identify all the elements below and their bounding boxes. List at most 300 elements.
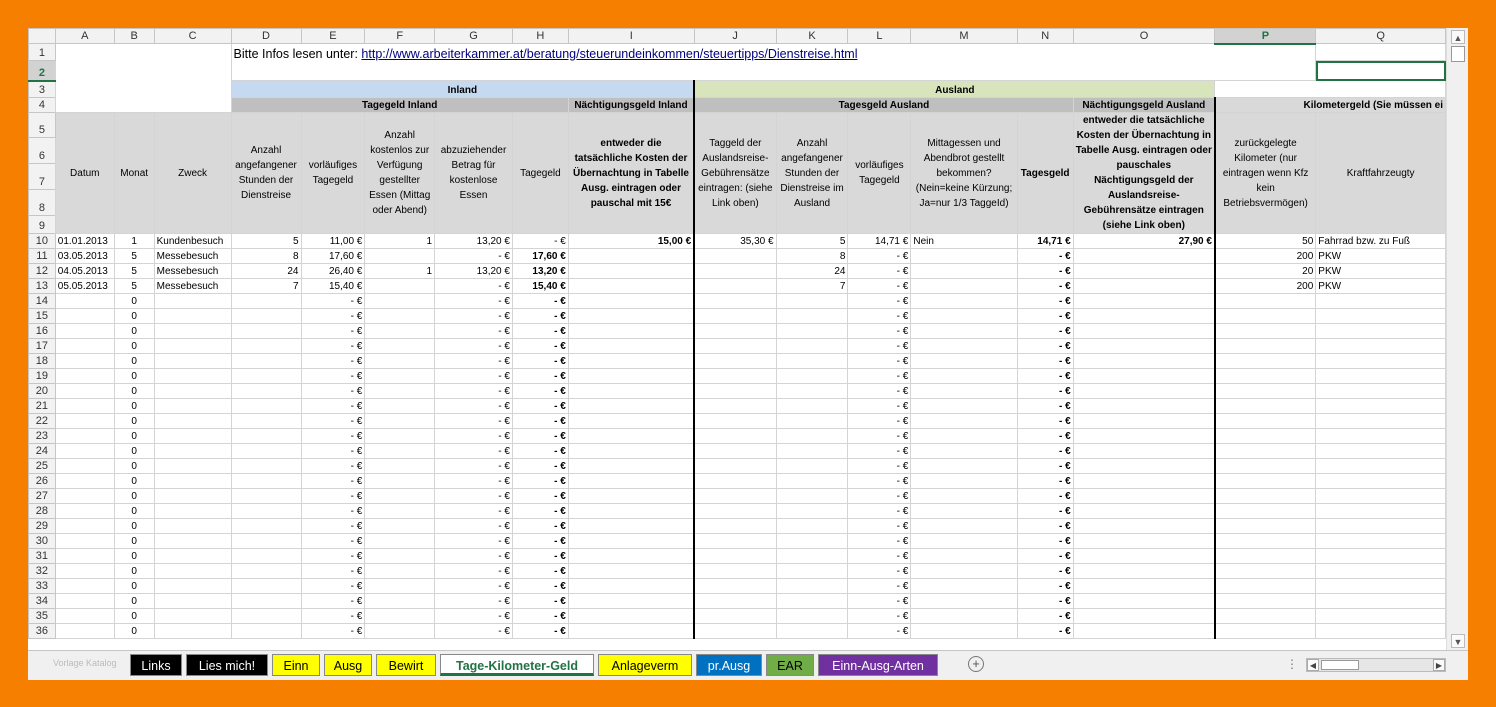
row-header-13[interactable]: 13 bbox=[29, 279, 56, 294]
cell-h[interactable]: - € bbox=[512, 234, 568, 249]
cell-q[interactable] bbox=[1316, 549, 1446, 564]
cell-o[interactable] bbox=[1073, 279, 1215, 294]
cell-g[interactable]: - € bbox=[435, 474, 513, 489]
cell-e[interactable]: - € bbox=[301, 339, 365, 354]
cell-p[interactable] bbox=[1215, 444, 1316, 459]
sheet-tab-bewirt[interactable]: Bewirt bbox=[376, 654, 436, 676]
cell-o[interactable] bbox=[1073, 369, 1215, 384]
cell-i[interactable] bbox=[568, 624, 694, 639]
cell-b[interactable]: 1 bbox=[114, 234, 154, 249]
cell-e[interactable]: - € bbox=[301, 549, 365, 564]
cell-q[interactable]: PKW bbox=[1316, 249, 1446, 264]
vertical-scrollbar[interactable] bbox=[1446, 28, 1468, 650]
cell-d[interactable] bbox=[231, 339, 301, 354]
cell-p[interactable] bbox=[1215, 339, 1316, 354]
cell-g[interactable]: - € bbox=[435, 564, 513, 579]
cell-n[interactable]: - € bbox=[1017, 294, 1073, 309]
cell-b[interactable]: 0 bbox=[114, 429, 154, 444]
cell-p[interactable] bbox=[1215, 579, 1316, 594]
cell-m[interactable] bbox=[911, 534, 1017, 549]
scroll-thumb[interactable] bbox=[1451, 46, 1465, 62]
cell-h[interactable]: - € bbox=[512, 309, 568, 324]
cell-h[interactable]: - € bbox=[512, 594, 568, 609]
cell-f[interactable] bbox=[365, 429, 435, 444]
cell-q[interactable] bbox=[1316, 369, 1446, 384]
cell-o[interactable] bbox=[1073, 489, 1215, 504]
cell-e[interactable]: - € bbox=[301, 459, 365, 474]
cell-k[interactable] bbox=[776, 324, 848, 339]
row-header-25[interactable]: 25 bbox=[29, 459, 56, 474]
row-header-32[interactable]: 32 bbox=[29, 564, 56, 579]
cell-p[interactable] bbox=[1215, 384, 1316, 399]
cell-k[interactable] bbox=[776, 444, 848, 459]
cell-m[interactable] bbox=[911, 624, 1017, 639]
cell-g[interactable]: - € bbox=[435, 249, 513, 264]
cell-a[interactable] bbox=[55, 429, 114, 444]
row-header-35[interactable]: 35 bbox=[29, 609, 56, 624]
cell-q[interactable]: PKW bbox=[1316, 264, 1446, 279]
cell-d[interactable] bbox=[231, 309, 301, 324]
cell-i[interactable] bbox=[568, 369, 694, 384]
cell-i[interactable] bbox=[568, 324, 694, 339]
cell-g[interactable]: - € bbox=[435, 519, 513, 534]
cell-k[interactable] bbox=[776, 309, 848, 324]
row-header-3[interactable]: 3 bbox=[29, 81, 56, 98]
cell-j[interactable] bbox=[694, 564, 776, 579]
cell-l[interactable]: - € bbox=[848, 459, 911, 474]
cell-p[interactable] bbox=[1215, 369, 1316, 384]
cell-k[interactable] bbox=[776, 399, 848, 414]
cell-n[interactable]: - € bbox=[1017, 624, 1073, 639]
cell-c[interactable] bbox=[154, 489, 231, 504]
cell-a[interactable] bbox=[55, 384, 114, 399]
cell-i[interactable] bbox=[568, 534, 694, 549]
cell-i[interactable] bbox=[568, 249, 694, 264]
cell-f[interactable] bbox=[365, 249, 435, 264]
cell-b[interactable]: 0 bbox=[114, 369, 154, 384]
cell-k[interactable] bbox=[776, 579, 848, 594]
cell-h[interactable]: - € bbox=[512, 489, 568, 504]
cell-n[interactable]: - € bbox=[1017, 339, 1073, 354]
cell-g[interactable]: - € bbox=[435, 609, 513, 624]
sheet-tab-einn[interactable]: Einn bbox=[272, 654, 320, 676]
cell-i[interactable] bbox=[568, 519, 694, 534]
cell-c[interactable] bbox=[154, 294, 231, 309]
sheet-tab-einn-ausg-arten[interactable]: Einn-Ausg-Arten bbox=[818, 654, 938, 676]
cell-c[interactable] bbox=[154, 549, 231, 564]
cell-d[interactable] bbox=[231, 384, 301, 399]
cell-o[interactable] bbox=[1073, 534, 1215, 549]
column-header-f[interactable]: F bbox=[365, 29, 435, 44]
cell-h[interactable]: - € bbox=[512, 534, 568, 549]
cell-p[interactable]: 20 bbox=[1215, 264, 1316, 279]
cell-l[interactable]: 14,71 € bbox=[848, 234, 911, 249]
cell-l[interactable]: - € bbox=[848, 324, 911, 339]
cell-h[interactable]: - € bbox=[512, 384, 568, 399]
column-header-h[interactable]: H bbox=[512, 29, 568, 44]
cell-o[interactable] bbox=[1073, 624, 1215, 639]
cell-j[interactable] bbox=[694, 324, 776, 339]
cell-m[interactable] bbox=[911, 609, 1017, 624]
cell-i[interactable]: 15,00 € bbox=[568, 234, 694, 249]
cell-c[interactable] bbox=[154, 369, 231, 384]
cell-i[interactable] bbox=[568, 309, 694, 324]
cell-n[interactable]: - € bbox=[1017, 384, 1073, 399]
cell-o[interactable] bbox=[1073, 264, 1215, 279]
info-link[interactable]: http://www.arbeiterkammer.at/beratung/steuerundeinkommen/steuertipps/Dienstreise.html bbox=[361, 46, 858, 61]
cell-h[interactable]: - € bbox=[512, 399, 568, 414]
row-header-19[interactable]: 19 bbox=[29, 369, 56, 384]
cell-g[interactable]: - € bbox=[435, 594, 513, 609]
cell-p[interactable] bbox=[1215, 504, 1316, 519]
cell-o[interactable] bbox=[1073, 564, 1215, 579]
cell-f[interactable]: 1 bbox=[365, 264, 435, 279]
cell-a[interactable] bbox=[55, 594, 114, 609]
cell-p[interactable] bbox=[1215, 459, 1316, 474]
cell-n[interactable]: - € bbox=[1017, 414, 1073, 429]
column-header-e[interactable]: E bbox=[301, 29, 365, 44]
sheet-tab-tage-kilometer-geld[interactable]: Tage-Kilometer-Geld bbox=[440, 654, 594, 676]
cell-f[interactable] bbox=[365, 549, 435, 564]
cell-q[interactable] bbox=[1316, 339, 1446, 354]
cell-c[interactable] bbox=[154, 339, 231, 354]
row-header-12[interactable]: 12 bbox=[29, 264, 56, 279]
cell-p[interactable]: 50 bbox=[1215, 234, 1316, 249]
row-header-27[interactable]: 27 bbox=[29, 489, 56, 504]
cell-l[interactable]: - € bbox=[848, 249, 911, 264]
cell-h[interactable]: - € bbox=[512, 324, 568, 339]
cell-f[interactable] bbox=[365, 564, 435, 579]
row-header-18[interactable]: 18 bbox=[29, 354, 56, 369]
cell-a[interactable] bbox=[55, 534, 114, 549]
cell-n[interactable]: - € bbox=[1017, 489, 1073, 504]
cell-b[interactable]: 0 bbox=[114, 519, 154, 534]
cell-j[interactable] bbox=[694, 459, 776, 474]
cell-a[interactable]: 05.05.2013 bbox=[55, 279, 114, 294]
cell-l[interactable]: - € bbox=[848, 579, 911, 594]
row-header-6[interactable]: 6 bbox=[29, 138, 56, 164]
row-header-9[interactable]: 9 bbox=[29, 216, 56, 234]
cell-c[interactable] bbox=[154, 309, 231, 324]
row-header-22[interactable]: 22 bbox=[29, 414, 56, 429]
cell-i[interactable] bbox=[568, 579, 694, 594]
cell-b[interactable]: 0 bbox=[114, 624, 154, 639]
cell-l[interactable]: - € bbox=[848, 594, 911, 609]
cell-b[interactable]: 0 bbox=[114, 339, 154, 354]
column-header-q[interactable]: Q bbox=[1316, 29, 1446, 44]
cell-i[interactable] bbox=[568, 339, 694, 354]
cell-d[interactable] bbox=[231, 429, 301, 444]
cell-p[interactable] bbox=[1215, 594, 1316, 609]
cell-f[interactable] bbox=[365, 414, 435, 429]
cell-b[interactable]: 0 bbox=[114, 579, 154, 594]
sheet-tab-pr-ausg[interactable]: pr.Ausg bbox=[696, 654, 762, 676]
cell-h[interactable]: - € bbox=[512, 609, 568, 624]
cell-j[interactable] bbox=[694, 384, 776, 399]
cell-e[interactable]: 11,00 € bbox=[301, 234, 365, 249]
cell-c[interactable] bbox=[154, 444, 231, 459]
cell-i[interactable] bbox=[568, 444, 694, 459]
cell-g[interactable]: - € bbox=[435, 459, 513, 474]
cell-j[interactable] bbox=[694, 414, 776, 429]
cell-c[interactable]: Messebesuch bbox=[154, 249, 231, 264]
cell-k[interactable] bbox=[776, 564, 848, 579]
cell-m[interactable] bbox=[911, 489, 1017, 504]
sheet-tab-anlageverm[interactable]: Anlageverm bbox=[598, 654, 692, 676]
cell-c[interactable] bbox=[154, 459, 231, 474]
cell-a[interactable]: 04.05.2013 bbox=[55, 264, 114, 279]
cell-o[interactable] bbox=[1073, 519, 1215, 534]
cell-a[interactable] bbox=[55, 474, 114, 489]
cell-k[interactable] bbox=[776, 504, 848, 519]
cell-m[interactable] bbox=[911, 294, 1017, 309]
cell-o[interactable] bbox=[1073, 324, 1215, 339]
cell-m[interactable] bbox=[911, 324, 1017, 339]
row-header-17[interactable]: 17 bbox=[29, 339, 56, 354]
cell-i[interactable] bbox=[568, 294, 694, 309]
column-header-n[interactable]: N bbox=[1017, 29, 1073, 44]
cell-a[interactable] bbox=[55, 609, 114, 624]
cell-g[interactable]: - € bbox=[435, 444, 513, 459]
cell-h[interactable]: - € bbox=[512, 414, 568, 429]
cell-q[interactable]: Fahrrad bzw. zu Fuß bbox=[1316, 234, 1446, 249]
cell-n[interactable]: - € bbox=[1017, 324, 1073, 339]
cell-n[interactable]: - € bbox=[1017, 444, 1073, 459]
cell-m[interactable] bbox=[911, 339, 1017, 354]
cell-i[interactable] bbox=[568, 279, 694, 294]
cell-q[interactable] bbox=[1316, 414, 1446, 429]
cell-j[interactable] bbox=[694, 399, 776, 414]
row-header-10[interactable]: 10 bbox=[29, 234, 56, 249]
cell-n[interactable]: - € bbox=[1017, 309, 1073, 324]
cell-a[interactable] bbox=[55, 519, 114, 534]
cell-a[interactable] bbox=[55, 324, 114, 339]
cell-m[interactable] bbox=[911, 594, 1017, 609]
cell-l[interactable]: - € bbox=[848, 564, 911, 579]
cell-o[interactable]: 27,90 € bbox=[1073, 234, 1215, 249]
cell-a[interactable] bbox=[55, 549, 114, 564]
column-header-d[interactable]: D bbox=[231, 29, 301, 44]
cell-d[interactable]: 8 bbox=[231, 249, 301, 264]
row-header-34[interactable]: 34 bbox=[29, 594, 56, 609]
cell-f[interactable] bbox=[365, 489, 435, 504]
cell-q[interactable] bbox=[1316, 429, 1446, 444]
cell-d[interactable] bbox=[231, 624, 301, 639]
cell-l[interactable]: - € bbox=[848, 519, 911, 534]
cell-o[interactable] bbox=[1073, 459, 1215, 474]
cell-h[interactable]: - € bbox=[512, 474, 568, 489]
cell-m[interactable] bbox=[911, 264, 1017, 279]
cell-n[interactable]: - € bbox=[1017, 249, 1073, 264]
cell-l[interactable]: - € bbox=[848, 549, 911, 564]
cell-j[interactable] bbox=[694, 474, 776, 489]
cell-c[interactable] bbox=[154, 354, 231, 369]
cell-m[interactable] bbox=[911, 564, 1017, 579]
cell-q[interactable] bbox=[1316, 564, 1446, 579]
cell-g[interactable]: - € bbox=[435, 384, 513, 399]
cell-g[interactable]: - € bbox=[435, 579, 513, 594]
cell-q[interactable] bbox=[1316, 624, 1446, 639]
cell-d[interactable] bbox=[231, 354, 301, 369]
cell-c[interactable]: Messebesuch bbox=[154, 279, 231, 294]
cell-e[interactable]: 15,40 € bbox=[301, 279, 365, 294]
cell-j[interactable] bbox=[694, 249, 776, 264]
cell-c[interactable] bbox=[154, 474, 231, 489]
cell-h[interactable]: 15,40 € bbox=[512, 279, 568, 294]
cell-d[interactable]: 5 bbox=[231, 234, 301, 249]
sheet-tab-ausg[interactable]: Ausg bbox=[324, 654, 372, 676]
cell-n[interactable]: - € bbox=[1017, 474, 1073, 489]
cell-e[interactable]: - € bbox=[301, 474, 365, 489]
column-header-g[interactable]: G bbox=[435, 29, 513, 44]
cell-k[interactable] bbox=[776, 369, 848, 384]
cell-g[interactable]: - € bbox=[435, 549, 513, 564]
cell-d[interactable] bbox=[231, 414, 301, 429]
cell-j[interactable] bbox=[694, 339, 776, 354]
cell-k[interactable]: 24 bbox=[776, 264, 848, 279]
cell-o[interactable] bbox=[1073, 249, 1215, 264]
cell-c[interactable] bbox=[154, 564, 231, 579]
cell-d[interactable]: 7 bbox=[231, 279, 301, 294]
cell-l[interactable]: - € bbox=[848, 339, 911, 354]
cell-a[interactable] bbox=[55, 369, 114, 384]
row-header-15[interactable]: 15 bbox=[29, 309, 56, 324]
cell-p[interactable] bbox=[1215, 609, 1316, 624]
cell-k[interactable]: 7 bbox=[776, 279, 848, 294]
cell-d[interactable] bbox=[231, 579, 301, 594]
cell-o[interactable] bbox=[1073, 384, 1215, 399]
cell-l[interactable]: - € bbox=[848, 264, 911, 279]
cell-c[interactable] bbox=[154, 504, 231, 519]
cell-k[interactable]: 5 bbox=[776, 234, 848, 249]
cell-d[interactable]: 24 bbox=[231, 264, 301, 279]
cell-d[interactable] bbox=[231, 519, 301, 534]
cell-e[interactable]: - € bbox=[301, 324, 365, 339]
cell-h[interactable]: - € bbox=[512, 444, 568, 459]
cell-p[interactable] bbox=[1215, 549, 1316, 564]
cell-c[interactable] bbox=[154, 384, 231, 399]
cell-d[interactable] bbox=[231, 609, 301, 624]
cell-q[interactable] bbox=[1316, 504, 1446, 519]
cell-e[interactable]: - € bbox=[301, 399, 365, 414]
scroll-left-icon[interactable]: ◀ bbox=[1307, 659, 1319, 671]
cell-g[interactable]: 13,20 € bbox=[435, 264, 513, 279]
column-header-k[interactable]: K bbox=[776, 29, 848, 44]
cell-e[interactable]: - € bbox=[301, 609, 365, 624]
cell-d[interactable] bbox=[231, 294, 301, 309]
cell-h[interactable]: - € bbox=[512, 549, 568, 564]
cell-n[interactable]: - € bbox=[1017, 369, 1073, 384]
cell-e[interactable]: - € bbox=[301, 504, 365, 519]
cell-j[interactable] bbox=[694, 609, 776, 624]
cell-q[interactable]: PKW bbox=[1316, 279, 1446, 294]
cell-a[interactable] bbox=[55, 444, 114, 459]
cell-b[interactable]: 5 bbox=[114, 249, 154, 264]
cell-a[interactable]: 01.01.2013 bbox=[55, 234, 114, 249]
cell-m[interactable] bbox=[911, 474, 1017, 489]
cell-m[interactable] bbox=[911, 249, 1017, 264]
cell-o[interactable] bbox=[1073, 294, 1215, 309]
cell-a[interactable] bbox=[55, 294, 114, 309]
cell-m[interactable] bbox=[911, 579, 1017, 594]
cell-h[interactable]: - € bbox=[512, 354, 568, 369]
cell-j[interactable] bbox=[694, 294, 776, 309]
cell-d[interactable] bbox=[231, 459, 301, 474]
cell-i[interactable] bbox=[568, 549, 694, 564]
cell-j[interactable] bbox=[694, 264, 776, 279]
cell-k[interactable] bbox=[776, 339, 848, 354]
cell-q[interactable] bbox=[1316, 399, 1446, 414]
cell-q[interactable] bbox=[1316, 384, 1446, 399]
cell-g[interactable]: - € bbox=[435, 279, 513, 294]
cell-q[interactable] bbox=[1316, 534, 1446, 549]
scroll-up-icon[interactable]: ▲ bbox=[1451, 30, 1465, 44]
cell-n[interactable]: - € bbox=[1017, 519, 1073, 534]
cell-n[interactable]: - € bbox=[1017, 279, 1073, 294]
cell-a[interactable] bbox=[55, 414, 114, 429]
cell-f[interactable] bbox=[365, 624, 435, 639]
row-header-4[interactable]: 4 bbox=[29, 98, 56, 113]
cell-a[interactable] bbox=[55, 459, 114, 474]
cell-k[interactable] bbox=[776, 354, 848, 369]
cell-f[interactable] bbox=[365, 444, 435, 459]
cell-k[interactable] bbox=[776, 549, 848, 564]
cell-c[interactable] bbox=[154, 399, 231, 414]
more-options-icon[interactable]: ⋮ bbox=[1286, 657, 1298, 671]
cell-j[interactable] bbox=[694, 354, 776, 369]
cell-b[interactable]: 0 bbox=[114, 534, 154, 549]
cell-e[interactable]: - € bbox=[301, 414, 365, 429]
cell-i[interactable] bbox=[568, 414, 694, 429]
cell-p[interactable] bbox=[1215, 534, 1316, 549]
cell-b[interactable]: 0 bbox=[114, 474, 154, 489]
cell-o[interactable] bbox=[1073, 594, 1215, 609]
cell-h[interactable]: - € bbox=[512, 504, 568, 519]
cell-j[interactable]: 35,30 € bbox=[694, 234, 776, 249]
cell-l[interactable]: - € bbox=[848, 504, 911, 519]
cell-h[interactable]: - € bbox=[512, 369, 568, 384]
cell-q[interactable] bbox=[1316, 579, 1446, 594]
cell-k[interactable]: 8 bbox=[776, 249, 848, 264]
cell-m[interactable] bbox=[911, 309, 1017, 324]
cell-p[interactable]: 200 bbox=[1215, 249, 1316, 264]
cell-f[interactable] bbox=[365, 294, 435, 309]
cell-e[interactable]: - € bbox=[301, 294, 365, 309]
row-header-26[interactable]: 26 bbox=[29, 474, 56, 489]
cell-d[interactable] bbox=[231, 594, 301, 609]
cell-d[interactable] bbox=[231, 399, 301, 414]
column-header-l[interactable]: L bbox=[848, 29, 911, 44]
cell-l[interactable]: - € bbox=[848, 369, 911, 384]
cell-e[interactable]: - € bbox=[301, 594, 365, 609]
cell-m[interactable] bbox=[911, 279, 1017, 294]
cell-l[interactable]: - € bbox=[848, 444, 911, 459]
cell-e[interactable]: - € bbox=[301, 369, 365, 384]
cell-n[interactable]: - € bbox=[1017, 534, 1073, 549]
cell-o[interactable] bbox=[1073, 549, 1215, 564]
cell-l[interactable]: - € bbox=[848, 294, 911, 309]
cell-m[interactable] bbox=[911, 369, 1017, 384]
cell-c[interactable] bbox=[154, 624, 231, 639]
cell-m[interactable] bbox=[911, 444, 1017, 459]
cell-c[interactable] bbox=[154, 534, 231, 549]
cell-q[interactable] bbox=[1316, 324, 1446, 339]
row-header-7[interactable]: 7 bbox=[29, 164, 56, 190]
cell-f[interactable] bbox=[365, 579, 435, 594]
cell-b[interactable]: 0 bbox=[114, 549, 154, 564]
cell-n[interactable]: - € bbox=[1017, 579, 1073, 594]
row-header-20[interactable]: 20 bbox=[29, 384, 56, 399]
